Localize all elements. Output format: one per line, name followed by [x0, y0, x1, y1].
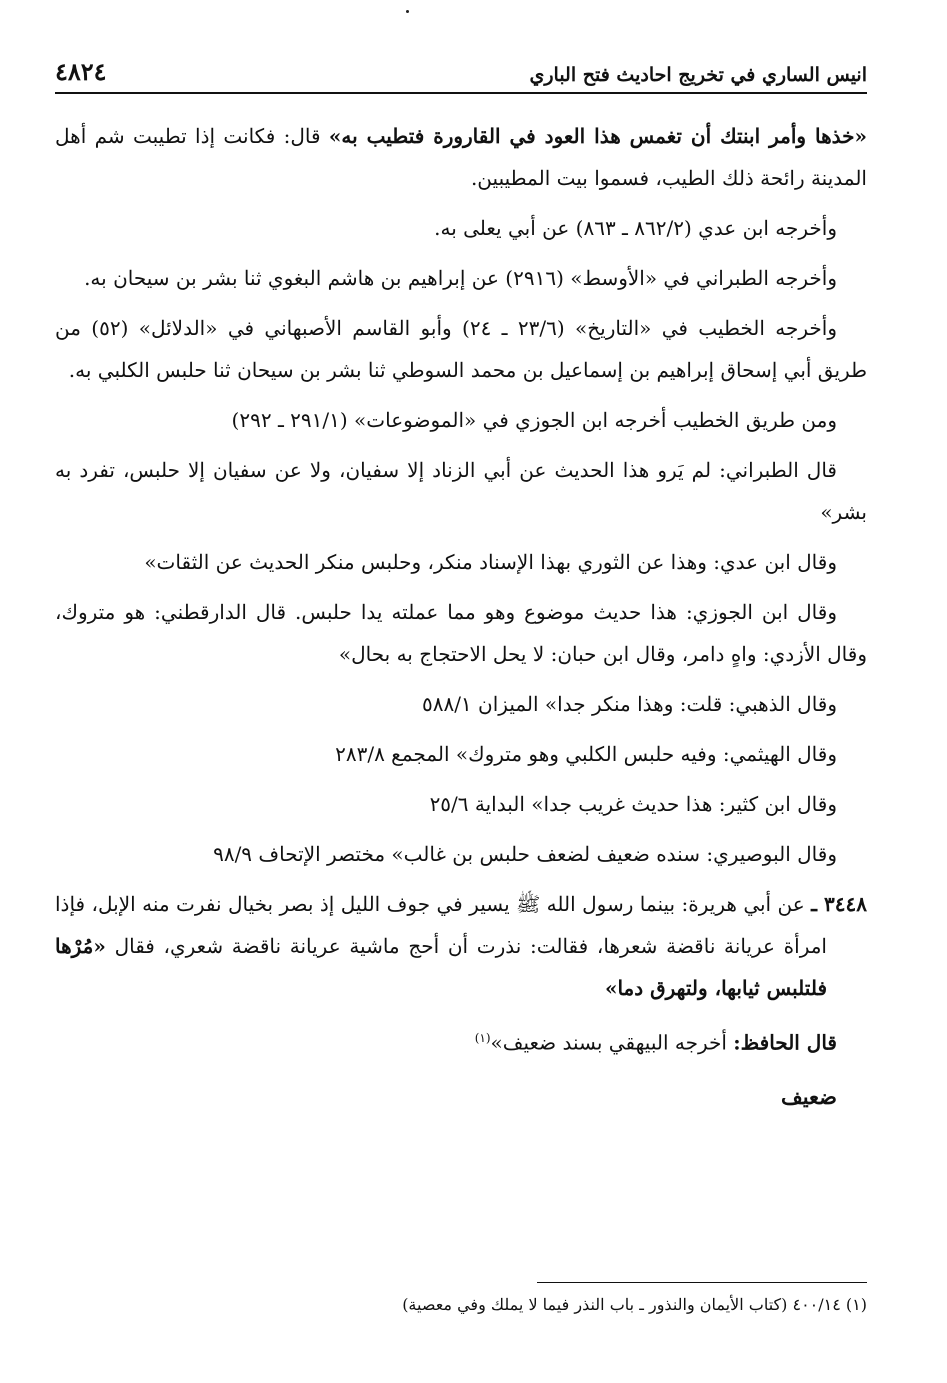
paragraph: وأخرجه الخطيب في «التاريخ» (٢٣/٦ ـ ٢٤) وأبو القاسم الأصبهاني في «الدلائل» (٥٢) من طريق أبي إسحاق إبراهيم بن إسماعيل بن محمد السوطي ثنا بشر بن سيحان ثنا حلبس الكلبي به.: [55, 316, 867, 382]
hadith-quote: «مُرْها فلتلبس ثيابها، ولتهرق دما»: [55, 934, 827, 1000]
paragraph: ومن طريق الخطيب أخرجه ابن الجوزي في «الموضوعات» (٢٩١/١ ـ ٢٩٢): [231, 408, 837, 432]
hadith-text: عن أبي هريرة: بينما رسول الله ﷺ يسير في جوف الليل إذ بصر بخيال نفرت منه الإبل، فإذا امرأة عريانة ناقضة شعرها، فقالت: نذرت أن أحج ماشية عريانة ناقضة شعري، فقال: [55, 892, 827, 958]
paragraph: وقال ابن الجوزي: هذا حديث موضوع وهو مما عملته يدا حلبس. قال الدارقطني: هو متروك، وقال الأزدي: واهٍ دامر، وقال ابن حبان: لا يحل الاحتجاج به بحال»: [55, 600, 867, 666]
hafiz-label: قال الحافظ:: [733, 1030, 837, 1055]
hadith-entry: [55, 883, 867, 1009]
hadith-number: ٣٤٤٨ ـ: [811, 892, 867, 916]
page-body: [55, 115, 867, 1139]
paragraph: وقال البوصيري: سنده ضعيف لضعف حلبس بن غالب» مختصر الإتحاف ٩٨/٩: [213, 842, 837, 866]
paragraph: وقال ابن كثير: هذا حديث غريب جدا» البداية ٢٥/٦: [429, 792, 837, 816]
page-number: ٤٨٢٤: [55, 57, 107, 86]
paragraph: وقال الهيثمي: وفيه حلبس الكلبي وهو متروك» المجمع ٢٨٣/٨: [335, 742, 837, 766]
footnote-ref: (١): [474, 1031, 491, 1045]
paragraph: وقال ابن عدي: وهذا عن الثوري بهذا الإسناد منكر، وحلبس منكر الحديث عن الثقات»: [144, 550, 837, 574]
hafiz-statement: [55, 1017, 867, 1064]
page-speck: [406, 10, 409, 13]
hafiz-text: أخرجه البيهقي بسند ضعيف»: [490, 1030, 734, 1055]
paragraph: قال الطبراني: لم يَرو هذا الحديث عن أبي الزناد إلا سفيان، ولا عن سفيان إلا حلبس، تفرد به بشر»: [55, 458, 867, 524]
paragraph: وأخرجه ابن عدي (٨٦٢/٢ ـ ٨٦٣) عن أبي يعلى به.: [434, 216, 837, 240]
footnote-divider: [537, 1282, 867, 1283]
hadith-grade: ضعيف: [780, 1083, 837, 1109]
paragraph: وقال الذهبي: قلت: وهذا منكر جدا» الميزان ٥٨٨/١: [421, 692, 837, 716]
book-title: انيس الساري في تخريج احاديث فتح الباري: [529, 64, 867, 86]
paragraph-text: قال: فكانت إذا تطيبت شم أهل المدينة رائحة ذلك الطيب، فسموا بيت المطيبين.: [55, 124, 867, 190]
bold-quote: «خذها وأمر ابنتك أن تغمس هذا العود في القارورة فتطيب به»: [328, 124, 867, 148]
running-header: [55, 50, 867, 94]
footnote: (١) ٤٠٠/١٤ (كتاب الأيمان والنذور ـ باب النذر فيما لا يملك وفي معصية): [402, 1295, 867, 1314]
paragraph: [55, 115, 867, 199]
paragraph: وأخرجه الطبراني في «الأوسط» (٢٩١٦) عن إبراهيم بن هاشم البغوي ثنا بشر بن سيحان به.: [84, 266, 837, 290]
